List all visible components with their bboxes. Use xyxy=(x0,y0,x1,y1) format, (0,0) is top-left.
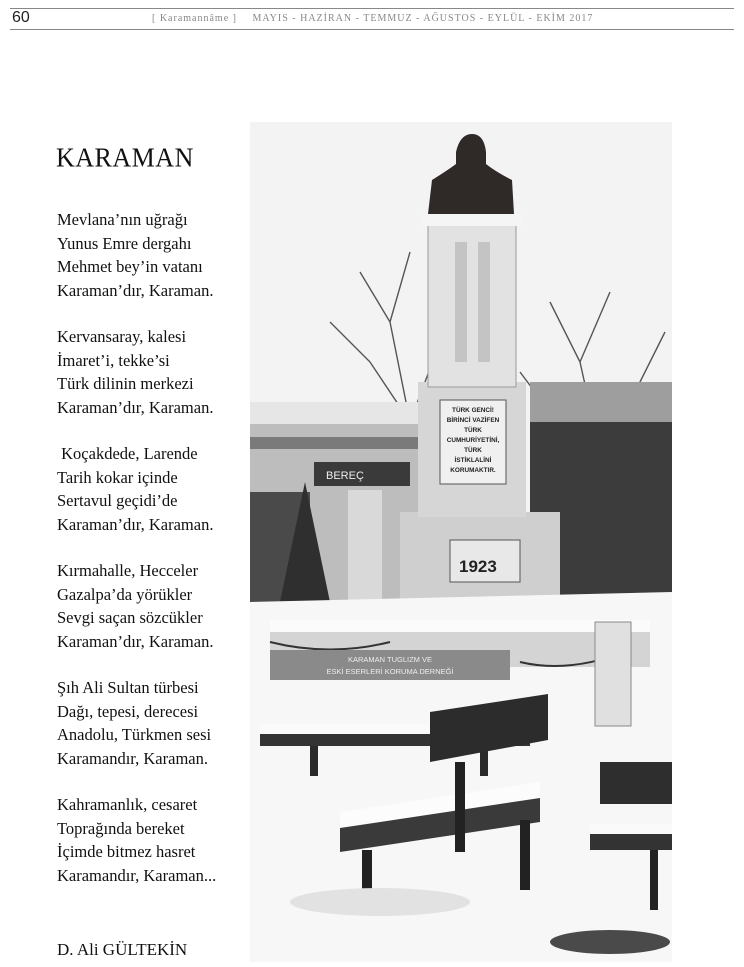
inscription-line: KORUMAKTIR. xyxy=(450,467,496,474)
poem-line: Kervansaray, kalesi xyxy=(57,327,187,346)
ground-shadow xyxy=(550,930,670,954)
header-rule-bottom xyxy=(10,29,734,30)
page-header xyxy=(10,8,734,32)
poem-line: Anadolu, Türkmen sesi xyxy=(57,725,212,744)
poem-line: Karamandır, Karaman. xyxy=(57,748,208,768)
poem-line: Karaman’dır, Karaman. xyxy=(57,280,214,300)
running-head xyxy=(152,13,593,24)
poem-line: İmaret’i, tekke’si xyxy=(57,350,170,370)
stanza xyxy=(57,559,247,653)
poem-line: Gazalpa’da yörükler xyxy=(57,584,193,604)
poem-line: Kırmahalle, Hecceler xyxy=(57,561,199,580)
stanza xyxy=(57,208,247,302)
magazine-name: [ Karamannâme ] xyxy=(152,13,237,24)
year-plaque-text: 1923 xyxy=(459,557,497,576)
poem-line: Toprağında bereket xyxy=(57,818,185,838)
column-cap-snow xyxy=(422,214,522,226)
monument-photo-drawing xyxy=(250,122,672,962)
poem-line: Tarih kokar içinde xyxy=(57,467,178,487)
inscription-line: CUMHURİYETİNİ, xyxy=(446,437,500,444)
low-wall-snow xyxy=(270,620,650,632)
monument-column-upper xyxy=(428,222,516,387)
inscription-line: TÜRK GENCİ! xyxy=(452,407,494,414)
inscription-line: BİRİNCİ VAZİFEN xyxy=(446,417,500,424)
poem-line: Sertavul geçidi’de xyxy=(57,491,178,510)
building-roof-snow xyxy=(250,402,425,424)
page-number: 60 xyxy=(12,9,30,26)
association-sign-text: ESKİ ESERLERİ KORUMA DERNEĞİ xyxy=(326,667,454,676)
poem-line: Yunus Emre dergahı xyxy=(57,233,192,253)
stanza xyxy=(57,325,247,419)
poem-line: Mehmet bey’in vatanı xyxy=(57,257,203,276)
bench-leg xyxy=(520,820,530,890)
issue-date: MAYIS - HAZİRAN - TEMMUZ - AĞUSTOS - EYLÜL - EKİM 2017 xyxy=(252,13,594,24)
poem-line: Kahramanlık, cesaret xyxy=(57,795,198,814)
poem-line: Karamandır, Karaman... xyxy=(57,865,217,885)
shop-sign-text: BEREÇ xyxy=(326,470,364,482)
ground-shadow xyxy=(290,888,470,916)
building-pillar xyxy=(348,490,382,600)
column-groove xyxy=(455,242,467,362)
inscription-line: TÜRK xyxy=(464,447,482,454)
stanza xyxy=(57,442,247,536)
stone-post xyxy=(595,622,631,726)
inscription-line: TÜRK xyxy=(464,427,482,434)
stanza xyxy=(57,676,247,770)
poem-line: Sevgi saçan sözcükler xyxy=(57,608,203,627)
poem-line: İçimde bitmez hasret xyxy=(57,842,196,861)
bench-right-snow xyxy=(590,824,672,834)
poem-line: Koçakdede, Larende xyxy=(57,444,198,463)
stanza xyxy=(57,793,247,887)
header-rule-top xyxy=(10,8,734,9)
inscription-line: İSTİKLALİNİ xyxy=(454,457,492,464)
poem-title: KARAMAN xyxy=(56,142,194,173)
poem-line: Dağı, tepesi, derecesi xyxy=(57,701,199,721)
association-sign-text: KARAMAN TUGLIZM VE xyxy=(347,655,433,664)
bench-leg xyxy=(650,850,658,910)
bench-right xyxy=(590,832,672,850)
bench-leg xyxy=(310,746,318,776)
bench-leg xyxy=(455,762,465,852)
poem-line: Karaman’dır, Karaman. xyxy=(57,397,214,417)
small-sign xyxy=(600,762,672,804)
poem-author: D. Ali GÜLTEKİN xyxy=(57,940,188,959)
monument-photo xyxy=(250,122,672,962)
building-band xyxy=(250,437,425,449)
poem-line: Türk dilinin merkezi xyxy=(57,374,194,393)
poem-line: Karaman’dır, Karaman. xyxy=(57,631,214,651)
poem-line: Mevlana’nın uğrağı xyxy=(57,210,188,229)
poem-line: Karaman’dır, Karaman. xyxy=(57,514,214,534)
poem-body xyxy=(57,208,247,910)
poem-line: Şıh Ali Sultan türbesi xyxy=(57,678,199,697)
column-groove xyxy=(478,242,490,362)
